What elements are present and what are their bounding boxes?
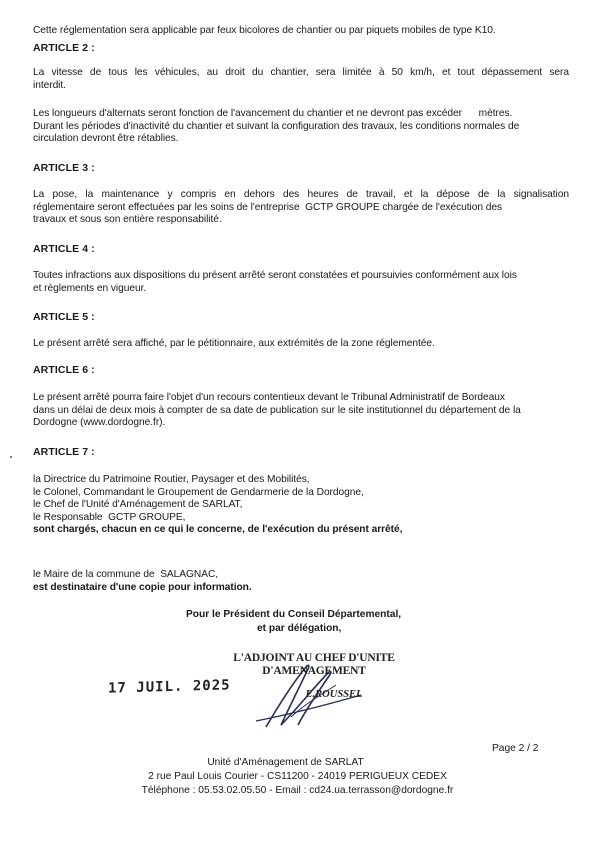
article-3-line-2: réglementaire seront effectuées par les soins de l'entreprise GCTP GROUPE chargée de l'exécution des: [33, 201, 503, 213]
article-6-paragraph: [33, 392, 569, 430]
article-5-line-1: Le présent arrêté sera affiché, par le pétitionnaire, aux extrémités de la zone réglementée.: [33, 338, 435, 349]
article-7-heading: ARTICLE 7 :: [33, 446, 95, 458]
article-2-p2-line-1: Les longueurs d'alternats seront fonction de l'avancement du chantier et ne devront pas excéder mètres.: [33, 108, 513, 119]
signature-line-2: et par délégation,: [257, 623, 342, 634]
article-4-line-1: Toutes infractions aux dispositions du présent arrêté seront constatées et poursuivies conformément aux lois: [33, 270, 517, 281]
stamp-signatory-name: E.ROUSSEL: [305, 689, 363, 700]
article-4-heading: ARTICLE 4 :: [33, 243, 95, 255]
article-2-p1-line-1: La vitesse de tous les véhicules, au droit du chantier, sera limitée à 50 km/h, et tout dépassement sera: [33, 67, 569, 78]
article-5-paragraph: [33, 338, 569, 351]
article-7-recipient-2: le Colonel, Commandant le Groupement de Gendarmerie de la Dordogne,: [33, 486, 364, 498]
article-3-paragraph: [33, 189, 569, 227]
article-6-line-2: dans un délai de deux mois à compter de sa date de publication sur le site institutionnel du département de la: [33, 404, 521, 416]
footer-address: 2 rue Paul Louis Courier - CS11200 - 24019 PERIGUEUX CEDEX: [148, 771, 447, 782]
intro-paragraph: Cette réglementation sera applicable par feux bicolores de chantier ou par piquets mobiles de type K10.: [33, 25, 496, 36]
article-2-p1-line-2: interdit.: [33, 79, 66, 91]
article-5-heading: ARTICLE 5 :: [33, 311, 95, 323]
article-7-charge-line: sont chargés, chacun en ce qui le concerne, de l'exécution du présent arrêté,: [33, 524, 403, 536]
article-4-line-2: et règlements en vigueur.: [33, 282, 147, 294]
article-6-line-1: Le présent arrêté pourra faire l'objet d'un recours contentieux devant le Tribunal Administratif de Bordeaux: [33, 392, 505, 403]
article-3-line-3: travaux et sous son entière responsabilité.: [33, 214, 222, 226]
article-7-recipients: [33, 474, 569, 537]
scan-speck: [10, 456, 12, 458]
maire-line-1: le Maire de la commune de SALAGNAC,: [33, 569, 219, 580]
date-stamp: 17 JUIL. 2025: [108, 677, 231, 697]
article-7-recipient-3: le Chef de l'Unité d'Aménagement de SARLAT,: [33, 499, 243, 511]
maire-notice: [33, 569, 569, 594]
signature-line-1: Pour le Président du Conseil Départemental,: [186, 609, 402, 620]
article-2-p2-line-2: Durant les périodes d'inactivité du chantier et suivant la configuration des travaux, les conditions normales de: [33, 120, 520, 132]
page-number: Page 2 / 2: [492, 743, 539, 754]
article-2-paragraph-1: [33, 67, 569, 92]
article-4-paragraph: [33, 270, 569, 295]
article-2-p2-line-3: circulation devront être rétablies.: [33, 133, 179, 145]
article-2-heading: ARTICLE 2 :: [33, 42, 95, 54]
footer-unit-name: Unité d'Aménagement de SARLAT: [207, 757, 364, 768]
stamp-title-line-1: L'ADJOINT AU CHEF D'UNITE: [233, 652, 395, 664]
stamp-title-line-2: D'AMENAGEMENT: [262, 665, 366, 677]
maire-line-2: est destinataire d'une copie pour information.: [33, 581, 252, 593]
article-6-line-3: Dordogne (www.dordogne.fr).: [33, 417, 166, 429]
article-3-line-1: La pose, la maintenance y compris en dehors des heures de travail, et la dépose de la signalisation: [33, 189, 569, 200]
official-stamp: [229, 652, 399, 700]
article-6-heading: ARTICLE 6 :: [33, 364, 95, 376]
article-2-paragraph-2: [33, 108, 569, 146]
article-7-recipient-1: la Directrice du Patrimoine Routier, Paysager et des Mobilités,: [33, 474, 310, 485]
article-3-heading: ARTICLE 3 :: [33, 162, 95, 174]
footer-contact: Téléphone : 05.53.02.05.50 - Email : cd24.ua.terrasson@dordogne.fr: [141, 785, 454, 796]
article-7-recipient-4: le Responsable GCTP GROUPE,: [33, 511, 186, 523]
